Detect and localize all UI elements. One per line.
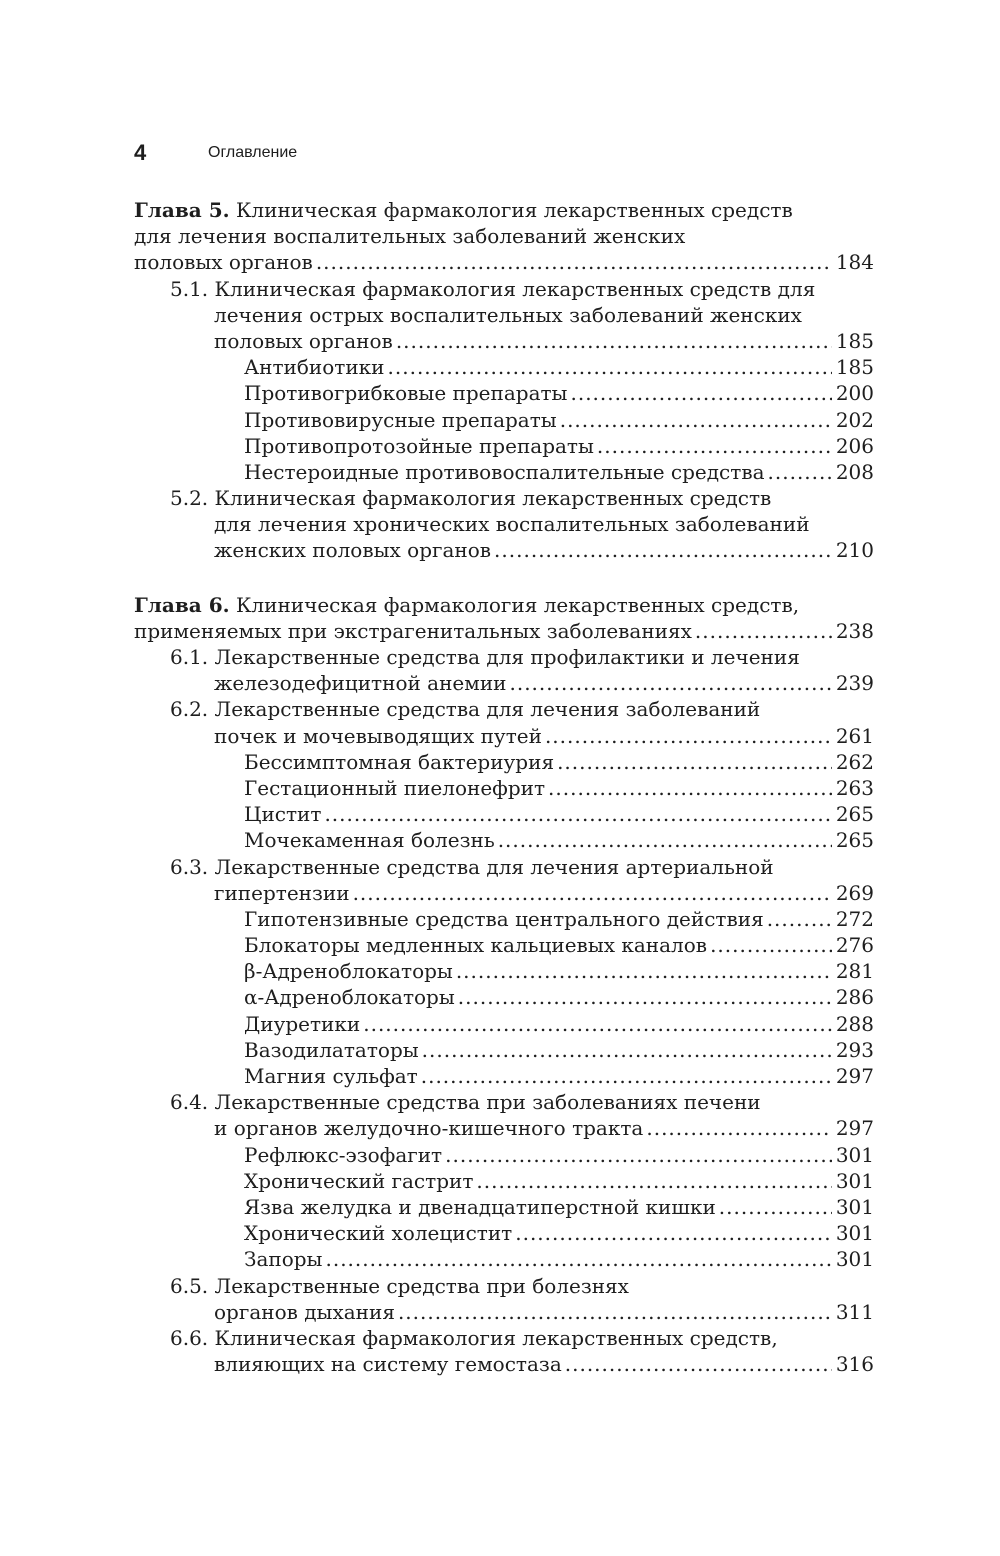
subsection-title: Бессимптомная бактериурия — [244, 749, 555, 774]
dot-leader — [548, 775, 832, 801]
section-6-4[interactable] — [134, 1089, 874, 1115]
page-ref: 286 — [835, 985, 874, 1010]
page-ref: 200 — [835, 381, 874, 406]
toc-entry[interactable] — [134, 1220, 874, 1246]
section-title: органов дыхания — [214, 1299, 395, 1324]
toc-entry[interactable] — [134, 354, 874, 380]
toc-entry[interactable] — [134, 880, 874, 906]
dot-leader — [476, 1168, 831, 1194]
dot-leader — [398, 1299, 832, 1325]
section-6-3[interactable] — [134, 854, 874, 880]
dot-leader — [458, 984, 832, 1010]
subsection-title: Гипотензивные средства центрального действия — [244, 906, 764, 931]
section-6-6[interactable] — [134, 1325, 874, 1351]
page-ref: 265 — [835, 828, 874, 853]
section-5-2[interactable] — [134, 485, 874, 511]
toc-entry[interactable] — [134, 958, 874, 984]
subsection-title: Мочекаменная болезнь — [244, 828, 495, 853]
subsection-title: Язва желудка и двенадцатиперстной кишки — [244, 1194, 716, 1219]
page-ref: 293 — [835, 1037, 874, 1062]
toc-entry[interactable] — [134, 906, 874, 932]
page-ref: 301 — [835, 1247, 874, 1272]
toc-entry[interactable] — [134, 459, 874, 485]
page-ref: 269 — [835, 880, 874, 905]
section-number: 6.6. — [170, 1325, 209, 1350]
toc-entry[interactable] — [134, 827, 874, 853]
page-ref: 265 — [835, 802, 874, 827]
section-title: почек и мочевыводящих путей — [214, 723, 542, 748]
dot-leader — [353, 880, 832, 906]
chapter-title: для лечения воспалительных заболеваний женских — [134, 224, 686, 249]
page-ref: 288 — [835, 1011, 874, 1036]
toc-entry[interactable] — [134, 249, 874, 275]
page-number: 4 — [134, 140, 147, 165]
subsection-title: Блокаторы медленных кальциевых каналов — [244, 933, 708, 958]
toc-line — [134, 511, 874, 537]
chapter-label: Глава 6. — [134, 592, 230, 617]
section-title: Лекарственные средства для профилактики и лечения — [214, 645, 800, 669]
section-title: и органов желудочно-кишечного тракта — [214, 1116, 644, 1141]
section-number: 5.2. — [170, 486, 209, 511]
toc-entry[interactable] — [134, 1011, 874, 1037]
chapter-6-heading[interactable] — [134, 592, 874, 618]
page-ref: 210 — [835, 538, 874, 563]
toc-entry[interactable] — [134, 328, 874, 354]
dot-leader — [570, 380, 831, 406]
section-title: половых органов — [214, 328, 393, 353]
dot-leader — [509, 670, 831, 696]
page-ref: 301 — [835, 1221, 874, 1246]
toc-entry[interactable] — [134, 1063, 874, 1089]
toc-entry[interactable] — [134, 1037, 874, 1063]
subsection-title: Хронический холецистит — [244, 1221, 513, 1246]
toc-entry[interactable] — [134, 749, 874, 775]
toc-entry[interactable] — [134, 407, 874, 433]
chapter-title: Клиническая фармакология лекарственных средств, — [235, 592, 800, 617]
page-ref: 261 — [835, 723, 874, 748]
dot-leader — [324, 801, 831, 827]
section-title: Лекарственные средства для лечения заболеваний — [214, 697, 761, 722]
section-number: 6.1. — [170, 645, 209, 669]
toc-entry[interactable] — [134, 537, 874, 563]
dot-leader — [557, 749, 832, 775]
subsection-title: Магния сульфат — [244, 1064, 418, 1088]
page-ref: 202 — [835, 407, 874, 432]
section-title: Лекарственные средства для лечения артериальной — [214, 854, 774, 879]
subsection-title: Хронический гастрит — [244, 1168, 474, 1193]
dot-leader — [316, 249, 832, 275]
page-ref: 238 — [835, 618, 874, 643]
toc-entry[interactable] — [134, 723, 874, 749]
section-title: гипертензии — [214, 880, 350, 905]
section-6-2[interactable] — [134, 696, 874, 722]
dot-leader — [494, 537, 832, 563]
toc-entry[interactable] — [134, 1299, 874, 1325]
subsection-title: α-Адреноблокаторы — [244, 985, 455, 1010]
section-number: 6.2. — [170, 697, 209, 722]
section-title: женских половых органов — [214, 538, 492, 563]
subsection-title: Противовирусные препараты — [244, 407, 557, 432]
subsection-title: Гестационный пиелонефрит — [244, 775, 546, 800]
dot-leader — [710, 932, 832, 958]
dot-leader — [565, 1351, 832, 1377]
dot-leader — [421, 1063, 832, 1089]
subsection-title: Противопротозойные препараты — [244, 433, 594, 458]
section-title: Клиническая фармакология лекарственных средств для — [214, 276, 816, 301]
toc-entry[interactable] — [134, 670, 874, 696]
page-ref: 311 — [835, 1299, 874, 1324]
section-number: 6.3. — [170, 854, 209, 879]
dot-leader — [498, 827, 832, 853]
dot-leader — [719, 1194, 832, 1220]
page-ref: 301 — [835, 1194, 874, 1219]
section-title: железодефицитной анемии — [214, 671, 507, 696]
toc-entry[interactable] — [134, 984, 874, 1010]
dot-leader — [445, 1142, 832, 1168]
section-5-1[interactable] — [134, 276, 874, 302]
subsection-title: Диуретики — [244, 1011, 361, 1036]
page-ref: 239 — [835, 671, 874, 696]
section-title: Лекарственные средства при болезнях — [214, 1273, 629, 1298]
dot-leader — [695, 618, 832, 644]
toc-entry[interactable] — [134, 775, 874, 801]
toc-line — [134, 302, 874, 328]
chapter-title: половых органов — [134, 250, 313, 275]
toc-entry[interactable] — [134, 1246, 874, 1272]
table-of-contents — [134, 197, 874, 1377]
dot-leader — [325, 1246, 831, 1272]
toc-entry[interactable] — [134, 433, 874, 459]
dot-leader — [363, 1011, 832, 1037]
section-number: 6.4. — [170, 1090, 209, 1115]
chapter-title: Клиническая фармакология лекарственных средств — [235, 198, 793, 222]
section-6-5[interactable] — [134, 1273, 874, 1299]
section-title: Лекарственные средства при заболеваниях печени — [214, 1090, 761, 1115]
page-ref: 301 — [835, 1168, 874, 1193]
dot-leader — [456, 958, 832, 984]
dot-leader — [388, 354, 832, 380]
chapter-label: Глава 5. — [134, 198, 230, 222]
page-ref: 185 — [835, 328, 874, 353]
section-6-1[interactable] — [134, 644, 874, 670]
section-title: для лечения хронических воспалительных заболеваний — [214, 512, 810, 537]
chapter-5-heading[interactable] — [134, 197, 874, 223]
toc-entry[interactable] — [134, 932, 874, 958]
dot-leader — [560, 407, 832, 433]
subsection-title: Рефлюкс-эзофагит — [244, 1142, 443, 1167]
toc-entry[interactable] — [134, 1194, 874, 1220]
dot-leader — [422, 1037, 832, 1063]
dot-leader — [545, 723, 832, 749]
section-title: влияющих на систему гемостаза — [214, 1352, 562, 1377]
toc-entry[interactable] — [134, 1351, 874, 1377]
subsection-title: β-Адреноблокаторы — [244, 959, 453, 984]
page-ref: 208 — [835, 459, 874, 484]
dot-leader — [597, 433, 832, 459]
subsection-title: Противогрибковые препараты — [244, 381, 568, 406]
page-ref: 301 — [835, 1142, 874, 1167]
dot-leader — [515, 1220, 832, 1246]
section-title: Клиническая фармакология лекарственных средств, — [214, 1325, 778, 1350]
page-ref: 276 — [835, 933, 874, 958]
section-title: лечения острых воспалительных заболеваний женских — [214, 302, 802, 327]
subsection-title: Цистит — [244, 802, 322, 827]
chapter-title: применяемых при экстрагенитальных заболеваниях — [134, 618, 692, 643]
running-title: Оглавление — [208, 144, 298, 161]
subsection-title: Антибиотики — [244, 355, 385, 380]
toc-entry[interactable] — [134, 380, 874, 406]
dot-leader — [396, 328, 832, 354]
dot-leader — [646, 1115, 831, 1141]
toc-entry[interactable] — [134, 1142, 874, 1168]
dot-leader — [767, 906, 832, 932]
dot-leader — [768, 459, 832, 485]
toc-entry[interactable] — [134, 618, 874, 644]
toc-entry[interactable] — [134, 1168, 874, 1194]
subsection-title: Нестероидные противовоспалительные средства — [244, 459, 765, 484]
page-ref: 281 — [835, 959, 874, 984]
chapter-spacer — [134, 564, 874, 592]
page-ref: 206 — [835, 433, 874, 458]
section-number: 5.1. — [170, 276, 209, 301]
subsection-title: Вазодилататоры — [244, 1037, 419, 1062]
page-ref: 185 — [835, 355, 874, 380]
page-ref: 262 — [835, 749, 874, 774]
page-header — [134, 140, 298, 166]
page-ref: 272 — [835, 906, 874, 931]
toc-line — [134, 223, 874, 249]
section-number: 6.5. — [170, 1273, 209, 1298]
toc-entry[interactable] — [134, 801, 874, 827]
page-ref: 263 — [835, 775, 874, 800]
subsection-title: Запоры — [244, 1247, 323, 1272]
page-ref: 184 — [835, 250, 874, 275]
toc-entry[interactable] — [134, 1115, 874, 1141]
page-ref: 316 — [835, 1352, 874, 1377]
page-ref: 297 — [835, 1116, 874, 1141]
page-ref: 297 — [835, 1064, 874, 1088]
section-title: Клиническая фармакология лекарственных средств — [214, 486, 772, 511]
